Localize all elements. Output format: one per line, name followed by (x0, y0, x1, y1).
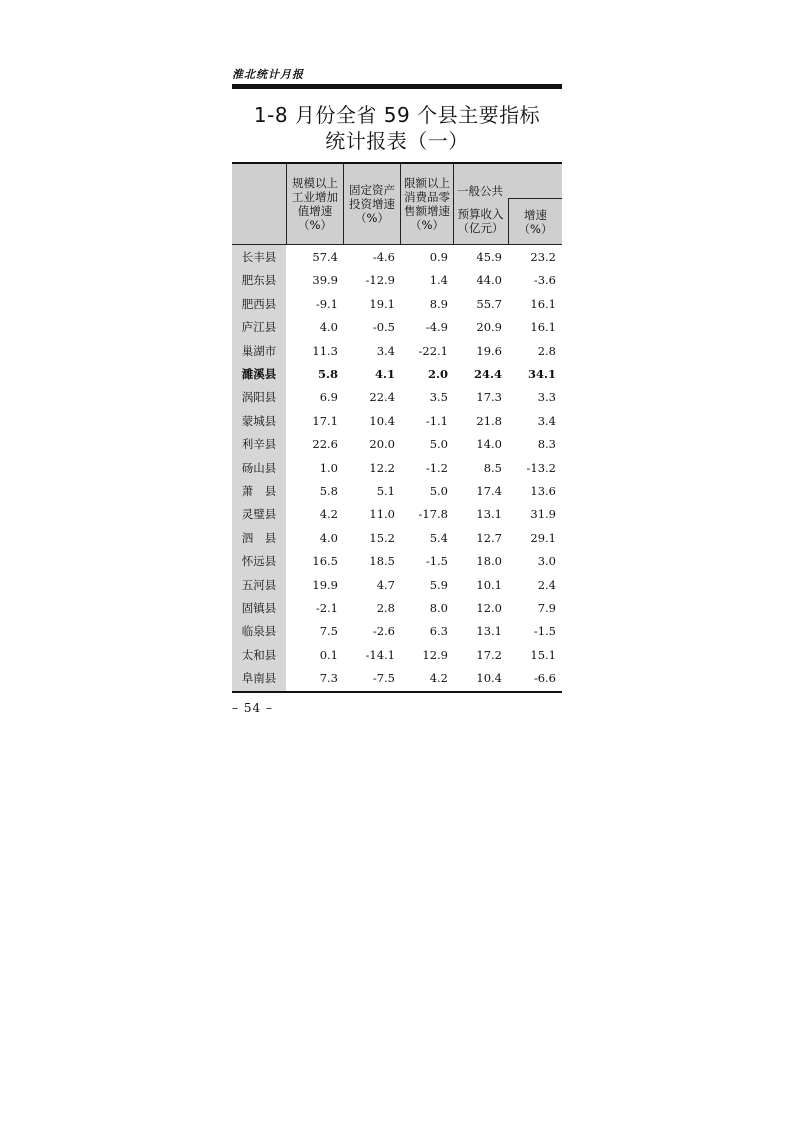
cell-revenue: 45.9 (476, 250, 502, 264)
cell-industry: 7.5 (319, 624, 338, 639)
header-line: 限额以上 (404, 176, 450, 190)
cell-investment: -0.5 (372, 320, 395, 335)
cell-revenue-growth: 31.9 (530, 507, 556, 522)
cell-revenue-growth: 15.1 (530, 647, 556, 662)
cell-revenue: 21.8 (476, 413, 502, 428)
table-row (232, 457, 562, 480)
cell-revenue-growth: 13.6 (530, 484, 556, 498)
cell-retail: -22.1 (418, 343, 448, 358)
cell-industry: 16.5 (312, 554, 338, 569)
cell-investment: 15.2 (369, 530, 395, 545)
cell-name: 泗 县 (241, 530, 277, 545)
cell-retail: 2.0 (427, 367, 448, 381)
cell-revenue: 17.4 (476, 484, 502, 498)
table-header (232, 164, 562, 245)
table-row (232, 269, 562, 292)
table-row (232, 527, 562, 550)
table-row (232, 433, 562, 456)
header-line: 固定资产 (349, 183, 395, 197)
cell-retail: -4.9 (425, 320, 448, 335)
cell-retail: 5.0 (429, 484, 448, 498)
cell-industry: 5.8 (319, 484, 338, 498)
cell-retail: 6.3 (429, 624, 448, 639)
cell-revenue: 13.1 (476, 624, 502, 639)
cell-name: 肥西县 (241, 296, 277, 311)
table-row (232, 550, 562, 573)
cell-revenue-growth: 2.4 (537, 577, 556, 592)
cell-revenue: 13.1 (476, 507, 502, 522)
cell-name: 灵璧县 (241, 507, 277, 522)
header-line: （亿元） (457, 221, 504, 235)
table-row (232, 410, 562, 433)
header-cell-investment (343, 164, 400, 244)
cell-retail: 8.9 (429, 296, 448, 311)
cell-investment: 10.4 (369, 413, 395, 428)
cell-investment: 18.5 (369, 554, 395, 569)
page-title-line-2: 统计报表（一） (325, 129, 469, 153)
cell-retail: 12.9 (422, 647, 448, 662)
cell-revenue-growth: -6.6 (533, 671, 556, 686)
header-line: 工业增加 (292, 190, 338, 204)
cell-investment: -14.1 (365, 647, 395, 662)
cell-industry: 17.1 (312, 413, 338, 428)
cell-industry: 6.9 (319, 390, 338, 405)
cell-name: 固镇县 (241, 601, 277, 615)
table-row (232, 597, 562, 620)
header-cell-retail (400, 164, 453, 244)
header-line: 投资增速 (349, 197, 395, 211)
cell-revenue: 12.0 (476, 601, 502, 615)
table-row (232, 620, 562, 643)
header-cell-revenue-growth (508, 198, 562, 244)
cell-industry: 22.6 (312, 437, 338, 452)
cell-industry: 4.0 (319, 320, 338, 335)
cell-industry: -2.1 (315, 601, 338, 615)
cell-name: 涡阳县 (241, 390, 277, 405)
cell-retail: 8.0 (429, 601, 448, 615)
cell-revenue-growth: 16.1 (530, 296, 556, 311)
table-row (232, 316, 562, 339)
cell-industry: 39.9 (312, 273, 338, 288)
header-line: 规模以上 (292, 176, 338, 190)
cell-revenue-growth: 29.1 (530, 530, 556, 545)
table-row (232, 574, 562, 597)
table-row (232, 363, 562, 386)
cell-investment: -7.5 (372, 671, 395, 686)
cell-name: 长丰县 (241, 250, 277, 264)
page-number: – 54 – (232, 701, 273, 715)
table-row (232, 480, 562, 503)
cell-revenue: 17.3 (476, 390, 502, 405)
cell-retail: 3.5 (429, 390, 448, 405)
cell-revenue-growth: 34.1 (527, 367, 556, 381)
header-line: 预算收入 (457, 207, 504, 221)
cell-investment: 22.4 (369, 390, 395, 405)
cell-industry: 1.0 (319, 460, 338, 475)
table-row (232, 386, 562, 409)
cell-investment: 2.8 (376, 601, 395, 615)
cell-name: 太和县 (241, 647, 277, 662)
header-line: （%） (355, 211, 389, 225)
cell-revenue-growth: 8.3 (537, 437, 556, 452)
cell-revenue: 19.6 (476, 343, 502, 358)
header-cell-name (232, 164, 286, 244)
cell-name: 蒙城县 (241, 413, 277, 428)
cell-revenue-growth: -1.5 (533, 624, 556, 639)
cell-investment: 20.0 (369, 437, 395, 452)
table-row (232, 644, 562, 667)
cell-revenue-growth: 2.8 (537, 343, 556, 358)
cell-revenue: 14.0 (476, 437, 502, 452)
cell-name: 五河县 (241, 577, 277, 592)
cell-revenue: 12.7 (476, 530, 502, 545)
cell-revenue-growth: 23.2 (530, 250, 556, 264)
cell-industry: 4.2 (319, 507, 338, 522)
cell-name: 阜南县 (241, 671, 277, 686)
cell-revenue-growth: 3.4 (537, 413, 556, 428)
cell-industry: 11.3 (312, 343, 338, 358)
table-bottom-rule (232, 691, 562, 693)
cell-retail: -17.8 (418, 507, 448, 522)
header-line: 售额增速 (404, 204, 450, 218)
cell-industry: 7.3 (319, 671, 338, 686)
cell-retail: -1.5 (425, 554, 448, 569)
cell-retail: 0.9 (429, 250, 448, 264)
cell-industry: 57.4 (312, 250, 338, 264)
cell-revenue: 10.1 (476, 577, 502, 592)
cell-investment: -2.6 (372, 624, 395, 639)
header-line: （%） (298, 218, 332, 232)
page-title-line-1: 1-8 月份全省 59 个县主要指标 (253, 103, 541, 127)
cell-revenue: 24.4 (473, 367, 502, 381)
cell-revenue: 20.9 (476, 320, 502, 335)
table-row (232, 246, 562, 269)
cell-industry: 4.0 (319, 530, 338, 545)
cell-retail: 5.0 (429, 437, 448, 452)
cell-retail: 1.4 (429, 273, 448, 288)
header-cell-industry (286, 164, 343, 244)
cell-retail: 5.4 (429, 530, 448, 545)
cell-name: 怀远县 (241, 554, 277, 569)
table-row (232, 667, 562, 690)
header-line: （%） (410, 218, 444, 232)
cell-revenue: 17.2 (476, 647, 502, 662)
cell-investment: -12.9 (365, 273, 395, 288)
cell-investment: 12.2 (369, 460, 395, 475)
header-line: 增速 (524, 207, 547, 222)
cell-revenue-growth: 3.3 (537, 390, 556, 405)
header-cell-revenue (453, 198, 508, 244)
cell-name: 巢湖市 (241, 343, 277, 358)
cell-retail: -1.2 (425, 460, 448, 475)
cell-name: 利辛县 (241, 437, 277, 452)
header-line: 值增速 (297, 204, 333, 218)
cell-revenue: 18.0 (476, 554, 502, 569)
cell-investment: 11.0 (369, 507, 395, 522)
cell-revenue-growth: 16.1 (530, 320, 556, 335)
cell-revenue-growth: -3.6 (533, 273, 556, 288)
cell-name: 砀山县 (241, 460, 277, 475)
cell-retail: -1.1 (425, 413, 448, 428)
cell-revenue: 55.7 (476, 296, 502, 311)
cell-industry: -9.1 (315, 296, 338, 311)
cell-name: 临泉县 (241, 624, 277, 639)
header-line: （%） (518, 221, 553, 236)
cell-investment: 19.1 (369, 296, 395, 311)
cell-revenue-growth: 7.9 (537, 601, 556, 615)
cell-revenue-growth: 3.0 (537, 554, 556, 569)
table-row (232, 340, 562, 363)
cell-investment: 3.4 (376, 343, 395, 358)
cell-industry: 5.8 (317, 367, 338, 381)
cell-revenue-growth: -13.2 (526, 460, 556, 475)
table-row (232, 293, 562, 316)
cell-revenue: 10.4 (476, 671, 502, 686)
header-line: 消费品零 (404, 190, 450, 204)
cell-name: 萧 县 (241, 484, 277, 498)
cell-industry: 0.1 (319, 647, 338, 662)
cell-name: 濉溪县 (241, 367, 277, 381)
cell-retail: 4.2 (429, 671, 448, 686)
header-line: 一般公共 (457, 184, 503, 198)
cell-name: 庐江县 (241, 320, 277, 335)
publication-header: 淮北统计月报 (232, 68, 304, 81)
cell-revenue: 8.5 (483, 460, 502, 475)
header-rule (232, 84, 562, 89)
table-row (232, 503, 562, 526)
cell-revenue: 44.0 (476, 273, 502, 288)
cell-retail: 5.9 (429, 577, 448, 592)
cell-investment: -4.6 (372, 250, 395, 264)
cell-investment: 5.1 (376, 484, 395, 498)
cell-investment: 4.1 (374, 367, 395, 381)
cell-industry: 19.9 (312, 577, 338, 592)
cell-name: 肥东县 (241, 273, 277, 288)
cell-investment: 4.7 (376, 577, 395, 592)
